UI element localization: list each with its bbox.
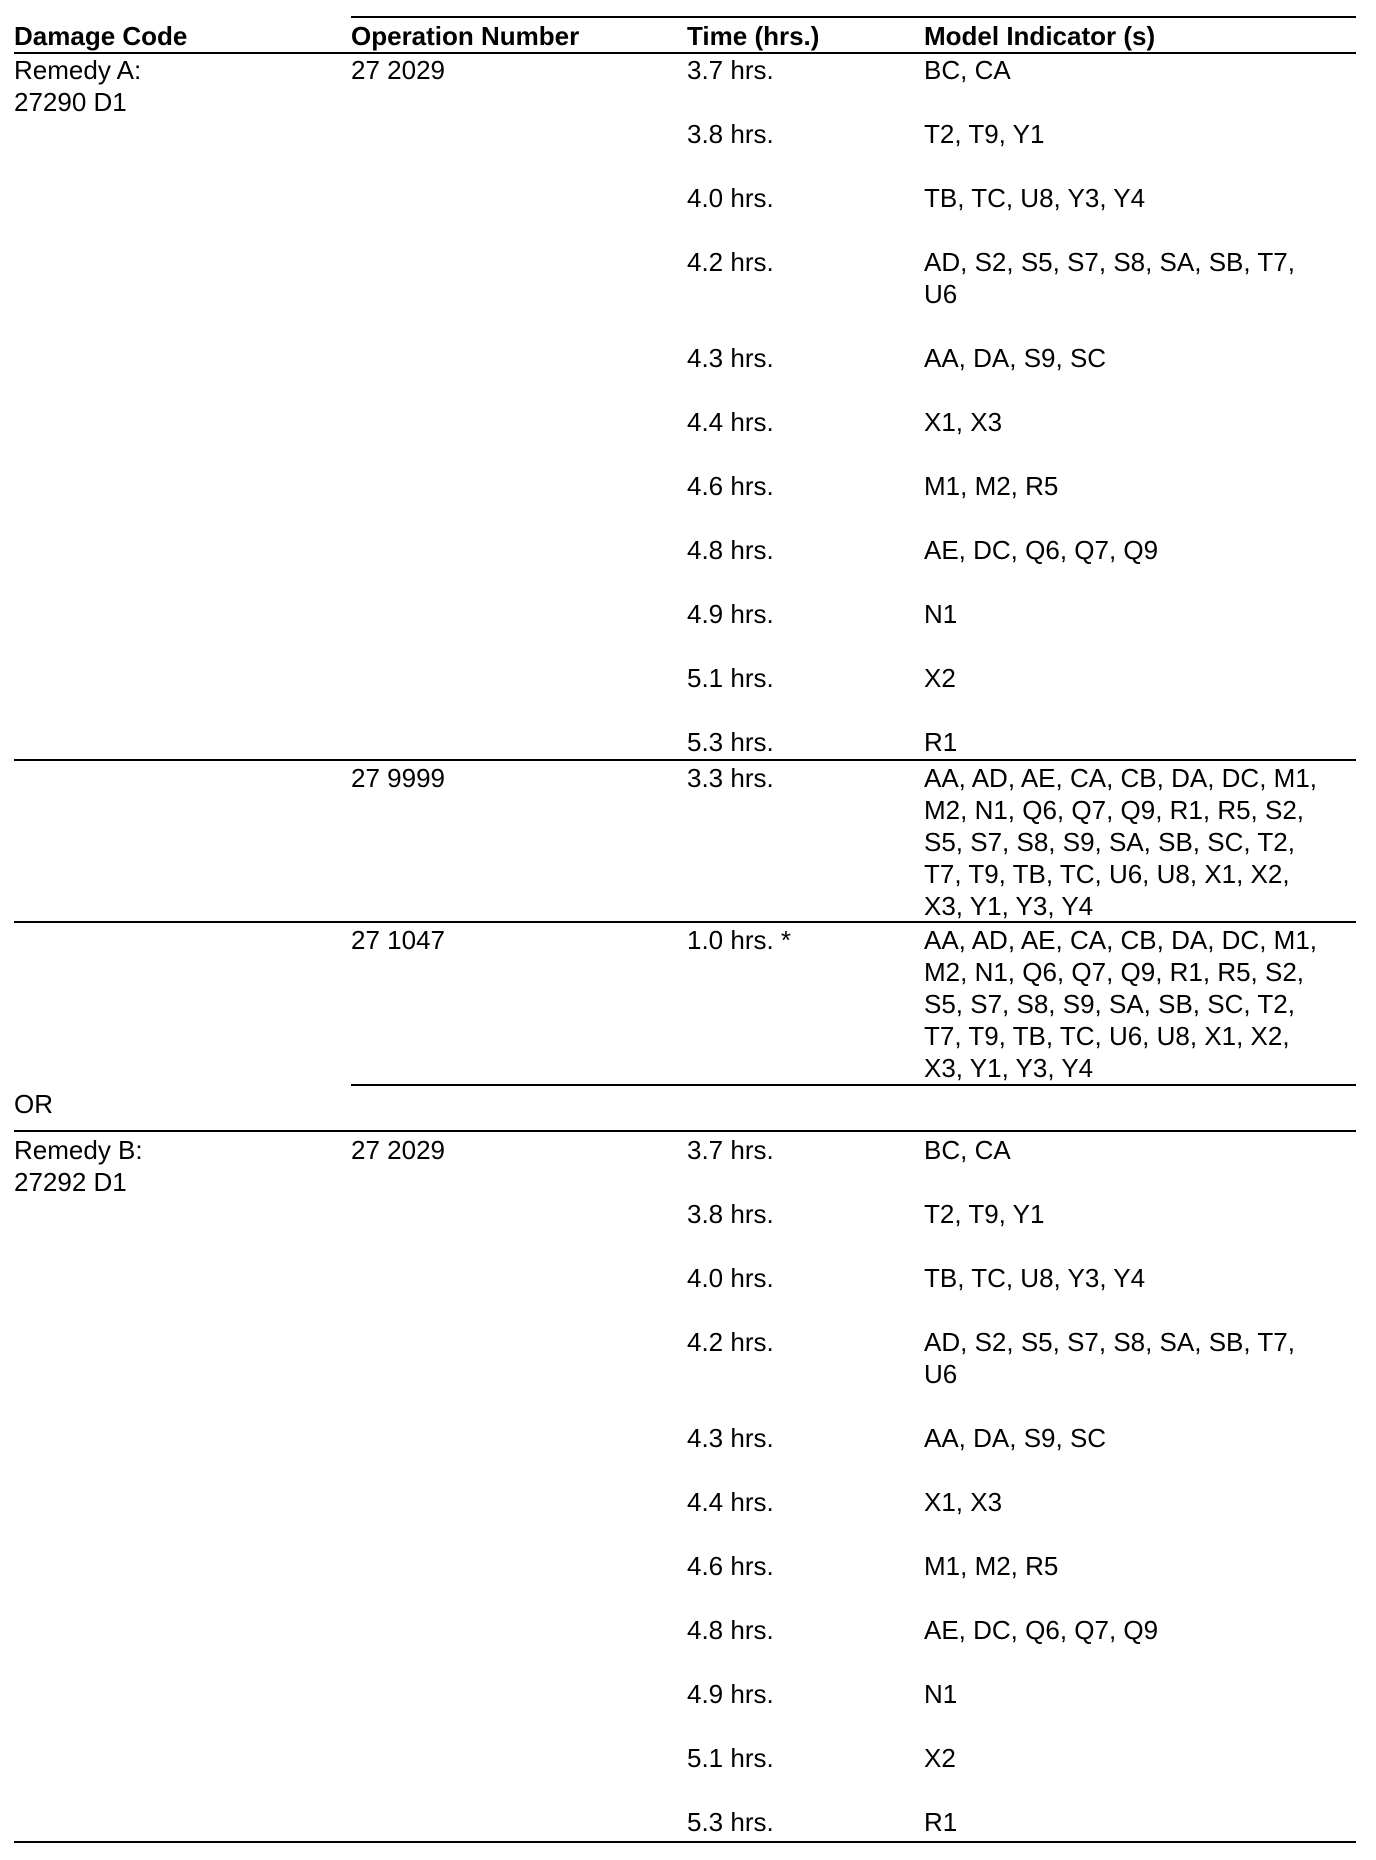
remedy-b-models: TB, TC, U8, Y3, Y4 (924, 1263, 1146, 1293)
remedy-b-models: R1 (924, 1807, 958, 1837)
remedy-a-models: X1, X3 (924, 407, 1003, 437)
remedy-a-models: AD, S2, S5, S7, S8, SA, SB, T7, (924, 247, 1295, 277)
remedy-a-time: 4.6 hrs. (687, 471, 774, 501)
remedy-b-time: 4.2 hrs. (687, 1327, 774, 1357)
remedy-a-models: T2, T9, Y1 (924, 119, 1045, 149)
remedy-b-models: M1, M2, R5 (924, 1551, 1059, 1581)
op-1047-models: M2, N1, Q6, Q7, Q9, R1, R5, S2, (924, 957, 1305, 987)
remedy-a-label: Remedy A: (14, 55, 142, 85)
op-1047-models: AA, AD, AE, CA, CB, DA, DC, M1, (924, 925, 1317, 955)
remedy-b-time: 4.8 hrs. (687, 1615, 774, 1645)
remedy-b-time: 3.8 hrs. (687, 1199, 774, 1229)
rule-after-op-1047 (351, 1084, 1356, 1086)
remedy-a-time: 3.7 hrs. (687, 55, 774, 85)
remedy-a-models: R1 (924, 727, 958, 757)
table-top-rule (351, 16, 1356, 18)
header-operation-number: Operation Number (351, 21, 580, 51)
op-9999-models: T7, T9, TB, TC, U6, U8, X1, X2, (924, 859, 1290, 889)
remedy-a-time: 5.3 hrs. (687, 727, 774, 757)
remedy-b-models: AA, DA, S9, SC (924, 1423, 1107, 1453)
remedy-a-time: 5.1 hrs. (687, 663, 774, 693)
remedy-b-time: 4.3 hrs. (687, 1423, 774, 1453)
header-damage-code: Damage Code (14, 21, 188, 51)
remedy-a-time: 4.0 hrs. (687, 183, 774, 213)
remedy-a-models: U6 (924, 279, 958, 309)
op-9999-models: S5, S7, S8, S9, SA, SB, SC, T2, (924, 827, 1295, 857)
table-bottom-rule (14, 1841, 1356, 1843)
remedy-b-time: 4.4 hrs. (687, 1487, 774, 1517)
remedy-b-models: AD, S2, S5, S7, S8, SA, SB, T7, (924, 1327, 1295, 1357)
header-time: Time (hrs.) (687, 21, 820, 51)
remedy-a-models: AA, DA, S9, SC (924, 343, 1107, 373)
or-separator: OR (14, 1089, 53, 1119)
op-9999-time: 3.3 hrs. (687, 763, 774, 793)
op-1047-models: S5, S7, S8, S9, SA, SB, SC, T2, (924, 989, 1295, 1019)
remedy-b-models: X2 (924, 1743, 956, 1773)
op-1047-models: X3, Y1, Y3, Y4 (924, 1053, 1094, 1083)
remedy-a-time: 4.2 hrs. (687, 247, 774, 277)
remedy-a-operation: 27 2029 (351, 55, 445, 85)
remedy-b-time: 4.9 hrs. (687, 1679, 774, 1709)
remedy-b-time: 5.3 hrs. (687, 1807, 774, 1837)
remedy-a-models: N1 (924, 599, 958, 629)
remedy-a-time: 4.4 hrs. (687, 407, 774, 437)
op-9999-models: X3, Y1, Y3, Y4 (924, 891, 1094, 921)
remedy-a-models: BC, CA (924, 55, 1011, 85)
remedy-a-time: 3.8 hrs. (687, 119, 774, 149)
remedy-b-models: BC, CA (924, 1135, 1011, 1165)
remedy-b-models: X1, X3 (924, 1487, 1003, 1517)
header-model-indicators: Model Indicator (s) (924, 21, 1156, 51)
remedy-b-models: AE, DC, Q6, Q7, Q9 (924, 1615, 1159, 1645)
remedy-a-models: M1, M2, R5 (924, 471, 1059, 501)
remedy-b-models: T2, T9, Y1 (924, 1199, 1045, 1229)
op-9999-models: AA, AD, AE, CA, CB, DA, DC, M1, (924, 763, 1317, 793)
remedy-a-time: 4.9 hrs. (687, 599, 774, 629)
remedy-a-code: 27290 D1 (14, 87, 127, 117)
remedy-a-models: TB, TC, U8, Y3, Y4 (924, 183, 1146, 213)
remedy-a-models: X2 (924, 663, 956, 693)
header-rule (14, 52, 1356, 54)
remedy-a-models: AE, DC, Q6, Q7, Q9 (924, 535, 1159, 565)
remedy-a-time: 4.3 hrs. (687, 343, 774, 373)
op-1047-time: 1.0 hrs. * (687, 925, 792, 955)
remedy-b-models: U6 (924, 1359, 958, 1389)
remedy-b-time: 5.1 hrs. (687, 1743, 774, 1773)
remedy-b-time: 4.0 hrs. (687, 1263, 774, 1293)
remedy-b-models: N1 (924, 1679, 958, 1709)
rule-after-op-9999 (14, 921, 1356, 923)
remedy-b-time: 3.7 hrs. (687, 1135, 774, 1165)
remedy-b-label: Remedy B: (14, 1135, 143, 1165)
op-1047-operation: 27 1047 (351, 925, 445, 955)
remedy-b-operation: 27 2029 (351, 1135, 445, 1165)
op-1047-models: T7, T9, TB, TC, U6, U8, X1, X2, (924, 1021, 1290, 1051)
rule-after-remedy-a (14, 759, 1356, 761)
remedy-b-code: 27292 D1 (14, 1167, 127, 1197)
rule-after-or (14, 1130, 1356, 1132)
op-9999-operation: 27 9999 (351, 763, 445, 793)
remedy-a-time: 4.8 hrs. (687, 535, 774, 565)
remedy-b-time: 4.6 hrs. (687, 1551, 774, 1581)
op-9999-models: M2, N1, Q6, Q7, Q9, R1, R5, S2, (924, 795, 1305, 825)
